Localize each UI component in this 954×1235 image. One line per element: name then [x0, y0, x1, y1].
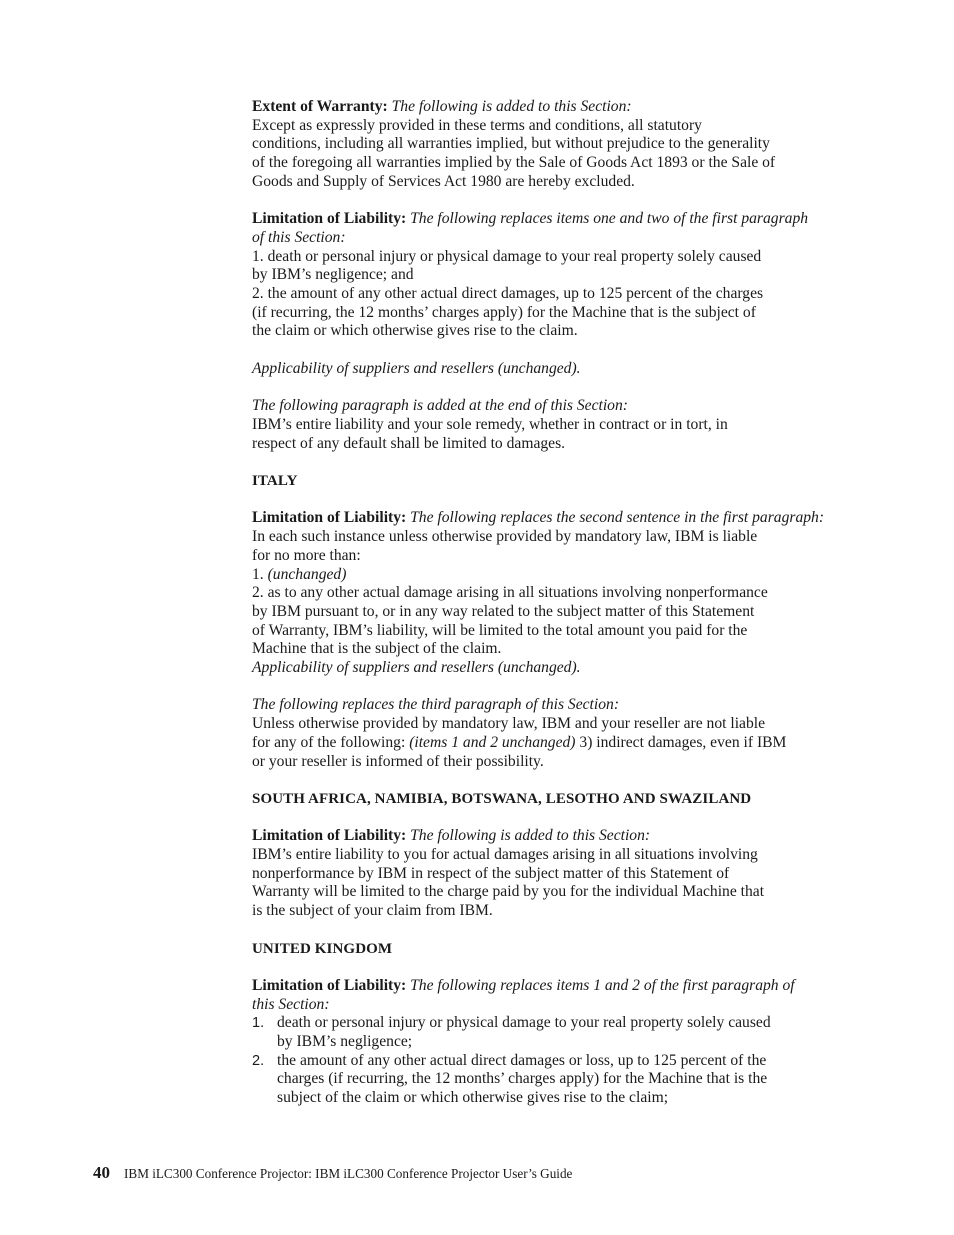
list-item-line: subject of the claim or which otherwise gives rise to the claim; — [277, 1089, 669, 1107]
lol-body-line: the claim or which otherwise gives rise to the claim. — [252, 322, 578, 340]
page-number: 40 — [93, 1163, 110, 1182]
italy-item-1-prefix: 1. — [252, 565, 268, 583]
italy-third-line: or your reseller is informed of their possibility. — [252, 752, 544, 770]
sa-body-line: Warranty will be limited to the charge paid by you for the individual Machine that — [252, 883, 765, 901]
extent-intro: The following is added to this Section: — [391, 98, 632, 115]
lol-heading: Limitation of Liability: — [252, 210, 407, 228]
lol-body-line: by IBM’s negligence; and — [252, 266, 414, 284]
italy-body-line: In each such instance unless otherwise provided by mandatory law, IBM is liable — [252, 528, 758, 546]
list-item-line: by IBM’s negligence; — [277, 1033, 413, 1050]
south-africa-lol-section — [252, 827, 844, 921]
lol-body-line: (if recurring, the 12 months’ charges apply) for the Machine that is the subject of — [252, 303, 756, 321]
list-item-number: 2. — [252, 1052, 265, 1069]
italy-third-part-b: (items 1 and 2 unchanged) — [409, 733, 576, 751]
end-body-line: respect of any default shall be limited to damages. — [252, 434, 566, 452]
italy-lol-intro: The following replaces the second sentence in the first paragraph: — [410, 509, 825, 527]
list-item-line: charges (if recurring, the 12 months’ charges apply) for the Machine that is the — [277, 1070, 768, 1088]
extent-heading: Extent of Warranty: — [252, 98, 388, 115]
country-heading-south-africa: SOUTH AFRICA, NAMIBIA, BOTSWANA, LESOTHO AND SWAZILAND — [252, 790, 752, 807]
sa-lol-heading-line — [252, 827, 844, 846]
uk-lol-section — [252, 977, 844, 1108]
sa-body-line: IBM’s entire liability to you for actual damages arising in all situations involving — [252, 846, 758, 863]
sa-body-line: is the subject of your claim from IBM. — [252, 902, 493, 920]
italy-heading-block — [252, 472, 844, 491]
list-item-line: the amount of any other actual direct damages or loss, up to 125 percent of the — [277, 1051, 767, 1069]
footer-title: IBM iLC300 Conference Projector: IBM iLC300 Conference Projector User’s Guide — [124, 1166, 573, 1181]
lol-intro-continued: of this Section: — [252, 228, 346, 246]
end-of-section-paragraph — [252, 397, 844, 453]
italy-item-1 — [252, 566, 844, 585]
applicability-note — [252, 360, 844, 379]
uk-lol-heading: Limitation of Liability: — [252, 976, 407, 994]
page-footer — [93, 1163, 572, 1184]
sa-lol-intro: The following is added to this Section: — [410, 827, 651, 845]
extent-body-line: conditions, including all warranties implied, but without prejudice to the generality — [252, 135, 770, 153]
lol-body-line: 2. the amount of any other actual direct damages, up to 125 percent of the charges — [252, 285, 764, 303]
italy-item-2-line: of Warranty, IBM’s liability, will be limited to the total amount you paid for the — [252, 621, 748, 639]
italy-body-line: for no more than: — [252, 546, 361, 564]
sa-body-line: nonperformance by IBM in respect of the subject matter of this Statement of — [252, 864, 730, 882]
list-item-line: death or personal injury or physical damage to your real property solely caused — [277, 1014, 771, 1032]
uk-lol-intro-continued: this Section: — [252, 995, 330, 1013]
applicability-text: Applicability of suppliers and resellers (unchanged). — [252, 359, 581, 377]
italy-third-line-mixed — [252, 734, 844, 753]
uk-numbered-list — [252, 1014, 844, 1108]
extent-body-line: Except as expressly provided in these terms and conditions, all statutory — [252, 116, 702, 134]
end-body-line: IBM’s entire liability and your sole remedy, whether in contract or in tort, in — [252, 415, 728, 433]
country-heading-uk: UNITED KINGDOM — [252, 940, 393, 957]
italy-item-1-text: (unchanged) — [267, 565, 347, 583]
italy-applicability-note — [252, 659, 844, 678]
italy-lol-heading: Limitation of Liability: — [252, 509, 407, 527]
italy-third-intro: The following replaces the third paragraph of this Section: — [252, 696, 620, 714]
list-item — [252, 1014, 844, 1051]
italy-third-part-a: for any of the following: — [252, 733, 410, 751]
country-heading-italy: ITALY — [252, 473, 298, 489]
italy-applicability-text: Applicability of suppliers and resellers (unchanged). — [252, 659, 581, 677]
end-intro: The following paragraph is added at the end of this Section: — [252, 397, 628, 415]
italy-third-part-c: 3) indirect damages, even if IBM — [575, 733, 787, 751]
lol-body-line: 1. death or personal injury or physical damage to your real property solely caused — [252, 247, 762, 265]
italy-lol-heading-line — [252, 509, 844, 528]
italy-item-2-line: 2. as to any other actual damage arising in all situations involving nonperformance — [252, 584, 768, 602]
extent-body-line: of the foregoing all warranties implied by the Sale of Goods Act 1893 or the Sale of — [252, 154, 776, 172]
list-item — [252, 1052, 844, 1108]
lol-heading-line — [252, 210, 844, 229]
limitation-of-liability-section — [252, 210, 844, 341]
extent-of-warranty-section — [252, 98, 844, 192]
sa-lol-heading: Limitation of Liability: — [252, 827, 407, 845]
south-africa-heading-block — [252, 790, 844, 809]
uk-heading-block — [252, 940, 844, 959]
italy-lol-section — [252, 509, 844, 659]
italy-item-2-line: by IBM pursuant to, or in any way related to the subject matter of this Statement — [252, 602, 755, 620]
extent-body-line: Goods and Supply of Services Act 1980 are hereby excluded. — [252, 172, 635, 190]
uk-lol-heading-line — [252, 977, 844, 996]
italy-item-2-line: Machine that is the subject of the claim. — [252, 640, 502, 658]
page-content — [252, 98, 844, 1108]
list-item-number: 1. — [252, 1015, 265, 1032]
lol-intro: The following replaces items one and two of the first paragraph — [410, 210, 809, 228]
italy-third-line: Unless otherwise provided by mandatory law, IBM and your reseller are not liable — [252, 715, 766, 733]
extent-heading-line — [252, 98, 844, 117]
italy-third-paragraph — [252, 696, 844, 771]
uk-lol-intro: The following replaces items 1 and 2 of the first paragraph of — [410, 976, 795, 994]
